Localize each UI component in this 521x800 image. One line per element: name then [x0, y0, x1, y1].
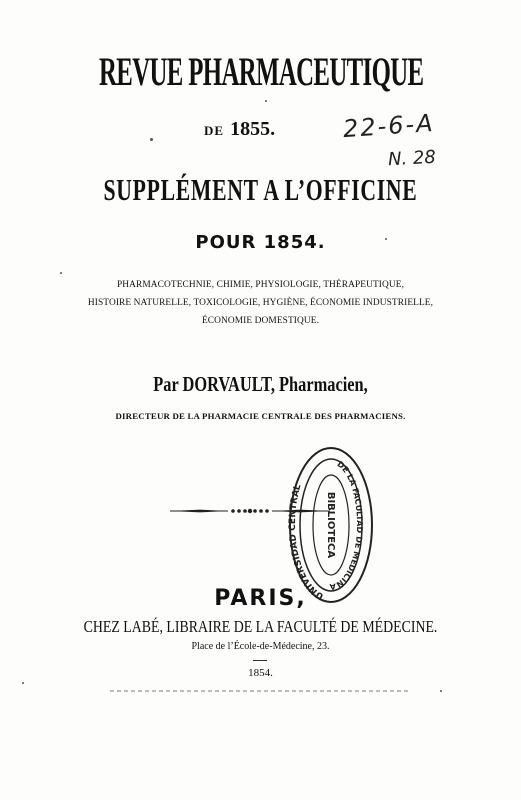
imprint-city: PARIS,	[214, 586, 307, 611]
paper-speck	[150, 138, 153, 141]
svg-text:BIBLIOTECA: BIBLIOTECA	[325, 491, 336, 559]
handwritten-shelfmark: 22-6-A	[342, 108, 436, 144]
topics-line: ÉCONOMIE DOMESTIQUE.	[201, 316, 320, 326]
short-rule	[253, 660, 267, 661]
imprint-year: 1854.	[248, 667, 273, 679]
journal-year-line	[204, 118, 275, 141]
journal-title: REVUE PHARMACEUTIQUE	[98, 49, 424, 94]
paper-speck	[440, 690, 442, 692]
topics-line: PHARMACOTECHNIE, CHIMIE, PHYSIOLOGIE, THÉRAPEUTIQUE,	[116, 280, 405, 290]
paper-speck	[265, 100, 267, 102]
paper-speck	[385, 238, 387, 240]
svg-text:UNIVERSIDAD CENTRAL: UNIVERSIDAD CENTRAL	[288, 483, 326, 601]
journal-year: 1855.	[230, 118, 276, 140]
paper-speck	[22, 682, 24, 684]
journal-year-prefix: DE	[204, 123, 225, 138]
library-stamp	[288, 446, 374, 604]
author-position: DIRECTEUR DE LA PHARMACIE CENTRALE DES PHARMACIENS.	[115, 411, 406, 421]
topics-line: HISTOIRE NATURELLE, TOXICOLOGIE, HYGIÈNE, ÉCONOMIE INDUSTRIELLE,	[87, 298, 434, 308]
supplement-title: SUPPLÉMENT A L’OFFICINE	[103, 172, 418, 207]
svg-text:DE LA FACULTAD DE MEDICINA: DE LA FACULTAD DE MEDICINA	[329, 459, 365, 592]
paper-speck	[60, 272, 62, 274]
imprint-address: Place de l’École-de-Médecine, 23.	[191, 641, 330, 652]
handwritten-number: N. 28	[387, 146, 437, 171]
bleed-through-marks	[110, 688, 410, 694]
author-line: Par DORVAULT, Pharmacien,	[153, 372, 368, 396]
topics-list	[30, 276, 491, 330]
supplement-year: POUR 1854.	[195, 232, 326, 253]
imprint-publisher: CHEZ LABÉ, LIBRAIRE DE LA FACULTÉ DE MÉDECINE.	[83, 617, 438, 636]
